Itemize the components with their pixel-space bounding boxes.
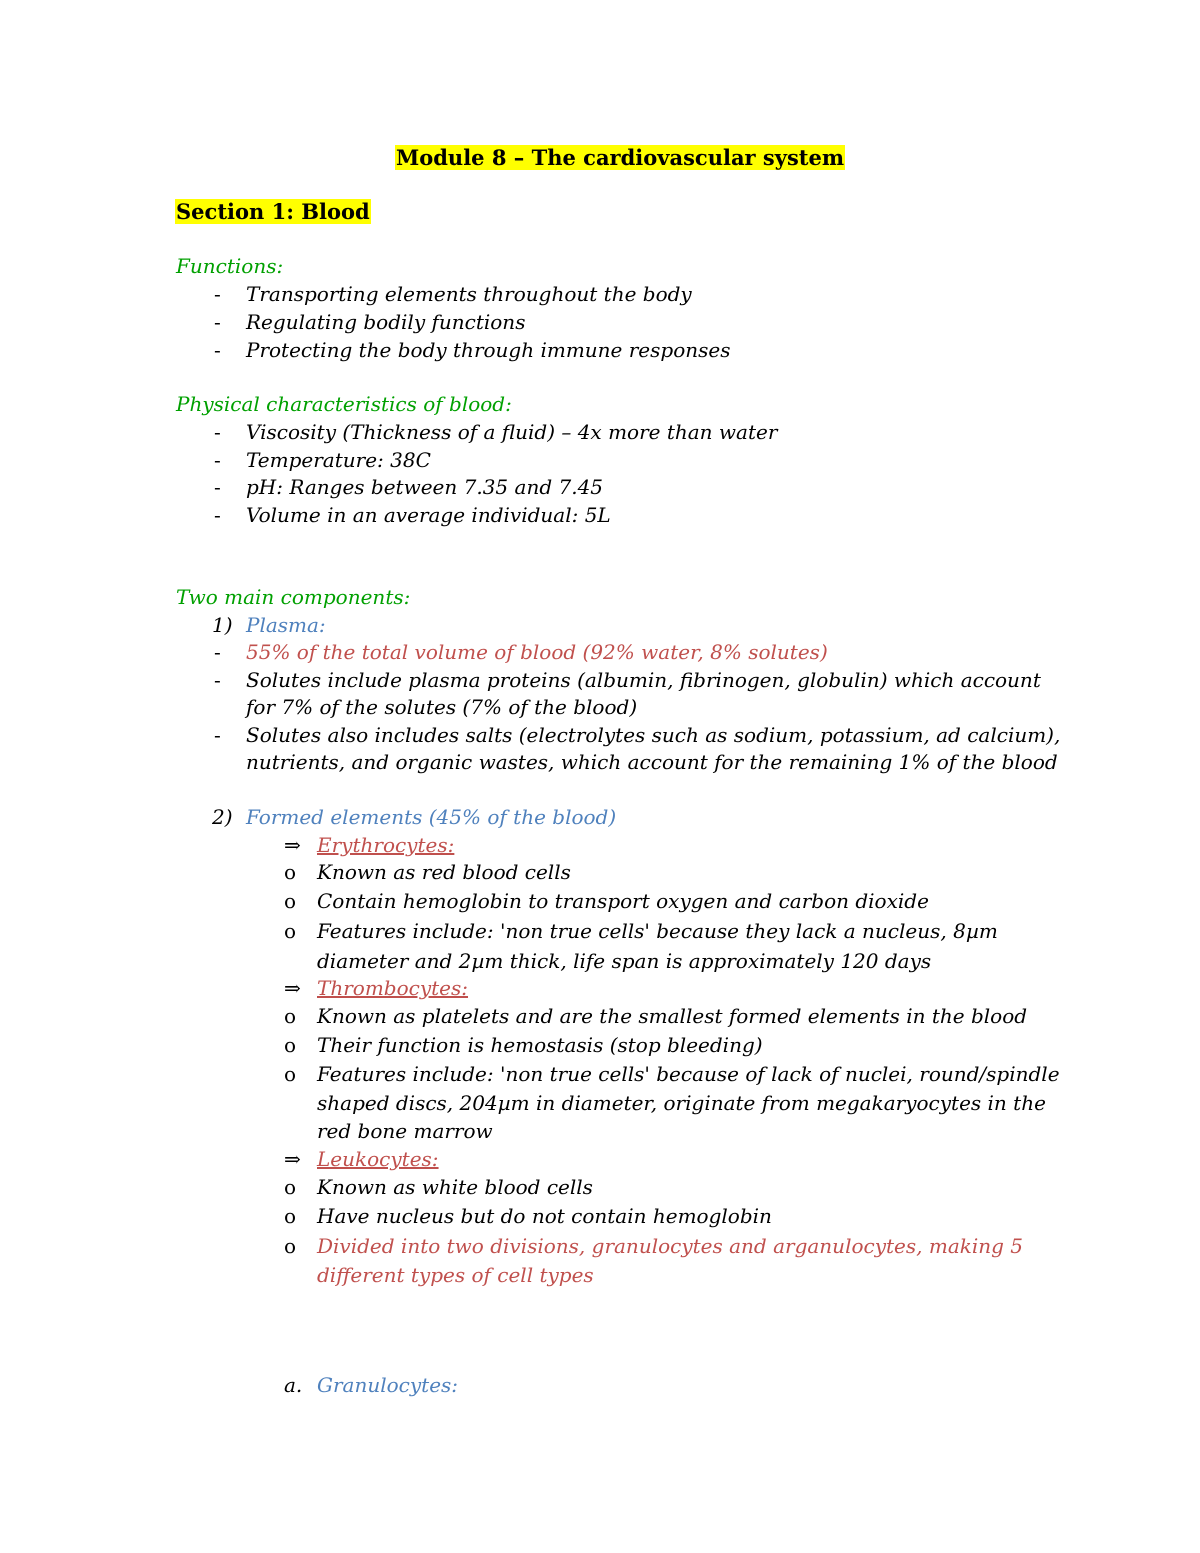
list-item: Transporting elements throughout the body [246,282,692,306]
arrow-bullet: ⇒ [284,976,301,1000]
list-item-continuation: for 7% of the solutes (7% of the blood) [246,695,638,719]
list-item: Features include: 'non true cells' because of lack of nuclei, round/spindle [317,1062,1060,1086]
circle-bullet: o [284,860,297,884]
list-item: Viscosity (Thickness of a fluid) – 4x more than water [246,420,778,444]
list-item: Temperature: 38C [246,448,431,472]
list-item: Known as white blood cells [317,1175,593,1199]
list-item-continuation: different types of cell types [317,1263,594,1287]
list-item: Features include: 'non true cells' because they lack a nucleus, 8µm [317,919,998,943]
circle-bullet: o [284,1062,297,1086]
dash-bullet: - [214,338,221,362]
section-heading: Section 1: Blood [176,199,370,224]
dash-bullet: - [214,310,221,334]
dash-bullet: - [214,448,221,472]
thrombocytes-heading: Thrombocytes: [317,976,469,1000]
leukocytes-heading: Leukocytes: [317,1147,439,1171]
dash-bullet: - [214,640,221,664]
formed-elements-heading: Formed elements (45% of the blood) [246,805,617,829]
circle-bullet: o [284,1033,297,1057]
circle-bullet: o [284,919,297,943]
list-item: Their function is hemostasis (stop bleeding) [317,1033,763,1057]
erythrocytes-heading: Erythrocytes: [317,833,455,857]
list-item: Solutes also includes salts (electrolytes such as sodium, potassium, ad calcium), [246,723,1061,747]
circle-bullet: o [284,1175,297,1199]
document-title: Module 8 – The cardiovascular system [396,145,845,170]
dash-bullet: - [214,475,221,499]
circle-bullet: o [284,1004,297,1028]
list-item: Solutes include plasma proteins (albumin, fibrinogen, globulin) which account [246,668,1041,692]
circle-bullet: o [284,1204,297,1228]
dash-bullet: - [214,668,221,692]
components-heading: Two main components: [176,585,411,609]
list-letter: a. [284,1373,303,1397]
list-item: Volume in an average individual: 5L [246,503,611,527]
list-item: Protecting the body through immune responses [246,338,731,362]
list-item: Known as platelets and are the smallest formed elements in the blood [317,1004,1028,1028]
circle-bullet: o [284,889,297,913]
list-item: 55% of the total volume of blood (92% water, 8% solutes) [246,640,828,664]
list-number: 2) [212,805,233,829]
list-item: Have nucleus but do not contain hemoglobin [317,1204,772,1228]
list-item: Contain hemoglobin to transport oxygen and carbon dioxide [317,889,929,913]
dash-bullet: - [214,503,221,527]
functions-heading: Functions: [176,254,284,278]
list-number: 1) [212,613,233,637]
dash-bullet: - [214,420,221,444]
circle-bullet: o [284,1234,297,1258]
dash-bullet: - [214,723,221,747]
list-item-continuation: nutrients, and organic wastes, which account for the remaining 1% of the blood [246,750,1058,774]
list-item: Known as red blood cells [317,860,571,884]
list-item-continuation: shaped discs, 204µm in diameter, originate from megakaryocytes in the [317,1091,1046,1115]
list-item-continuation: diameter and 2µm thick, life span is approximately 120 days [317,949,932,973]
granulocytes-heading: Granulocytes: [317,1373,459,1397]
dash-bullet: - [214,282,221,306]
physical-heading: Physical characteristics of blood: [176,392,512,416]
list-item: pH: Ranges between 7.35 and 7.45 [246,475,604,499]
arrow-bullet: ⇒ [284,833,301,857]
list-item: Regulating bodily functions [246,310,526,334]
list-item: Divided into two divisions, granulocytes and arganulocytes, making 5 [317,1234,1024,1258]
plasma-heading: Plasma: [246,613,326,637]
list-item-continuation: red bone marrow [317,1119,493,1143]
arrow-bullet: ⇒ [284,1147,301,1171]
